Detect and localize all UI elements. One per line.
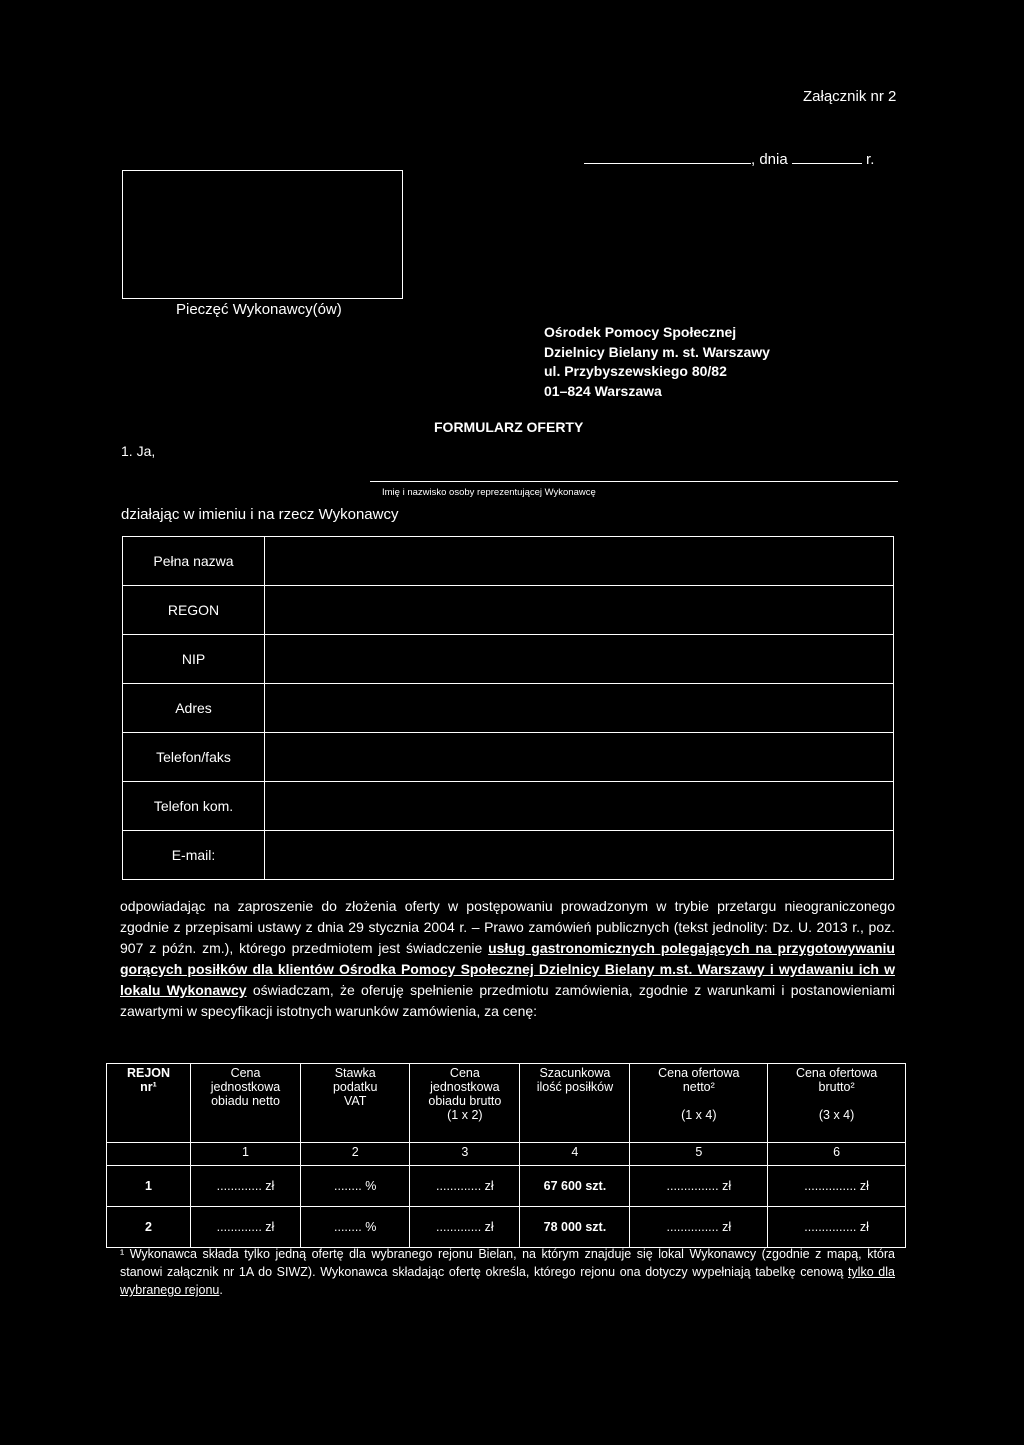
row-label-full-name: Pełna nazwa — [123, 537, 265, 586]
header-region: REJON nr¹ — [107, 1064, 191, 1143]
header-unit-net: Cena jednostkowa obiadu netto — [191, 1064, 301, 1143]
date-blank[interactable] — [792, 149, 862, 164]
contractor-table — [122, 536, 894, 880]
phone-fax-field[interactable] — [265, 733, 894, 782]
recipient-line: 01–824 Warszawa — [544, 382, 662, 399]
seal-label: Pieczęć Wykonawcy(ów) — [176, 301, 342, 318]
total-gross-field[interactable]: ............... zł — [768, 1166, 906, 1207]
paragraph-part2: oświadczam, że oferuję spełnienie przedmiotu zamówienia, zgodnie z warunkami i postanowieniami zawartymi w specyfikacji istotnych warunków zamówienia, za cenę: — [120, 982, 895, 1019]
column-number: 2 — [301, 1143, 410, 1166]
recipient-line: Ośrodek Pomocy Społecznej — [544, 324, 737, 340]
header-vat: Stawka podatku VAT — [301, 1064, 410, 1143]
column-number-blank — [107, 1143, 191, 1166]
header-total-gross: Cena ofertowa brutto² (3 x 4) — [768, 1064, 906, 1143]
recipient-address — [544, 323, 770, 401]
row-label-phone-fax: Telefon/faks — [123, 733, 265, 782]
quantity-cell: 78 000 szt. — [520, 1207, 630, 1248]
header-total-net: Cena ofertowa netto² (1 x 4) — [630, 1064, 768, 1143]
table-row — [123, 635, 894, 684]
seal-box — [122, 170, 403, 299]
price-header-row — [107, 1064, 906, 1143]
recipient-line: Dzielnicy Bielany m. st. Warszawy — [544, 343, 770, 360]
table-row — [107, 1207, 906, 1248]
column-number: 4 — [520, 1143, 630, 1166]
column-number-row — [107, 1143, 906, 1166]
place-blank[interactable] — [584, 149, 751, 164]
recipient-line: ul. Przybyszewskiego 80/82 — [544, 363, 727, 379]
table-row — [123, 586, 894, 635]
footnote-underlined: tylko dla wybranego rejonu — [120, 1265, 895, 1297]
footnote — [120, 1245, 895, 1299]
full-name-field[interactable] — [265, 537, 894, 586]
acting-label: działając w imieniu i na rzecz Wykonawcy — [121, 506, 399, 523]
table-row — [107, 1166, 906, 1207]
form-title: FORMULARZ OFERTY — [434, 419, 584, 435]
vat-field[interactable]: ........ % — [301, 1207, 410, 1248]
dnia-label: , dnia — [751, 151, 788, 168]
table-row — [123, 733, 894, 782]
unit-net-field[interactable]: ............. zł — [191, 1207, 301, 1248]
table-row — [123, 684, 894, 733]
address-field[interactable] — [265, 684, 894, 733]
row-label-email: E-mail: — [123, 831, 265, 880]
region-cell: 1 — [107, 1166, 191, 1207]
nip-field[interactable] — [265, 635, 894, 684]
name-line[interactable] — [370, 481, 898, 482]
column-number: 5 — [630, 1143, 768, 1166]
paragraph-part1: odpowiadając na zaproszenie do złożenia oferty w postępowaniu prowadzonym w trybie przetargu nieograniczonego zgodnie z przepisami ustawy z dnia 29 stycznia 2004 r. – Prawo zamówień publicznych (tekst jednolity: Dz. U. 2013 r., poz. 907 z późn. zm.), którego przedmiotem jest świadczenie — [120, 898, 895, 956]
total-gross-field[interactable]: ............... zł — [768, 1207, 906, 1248]
region-cell: 2 — [107, 1207, 191, 1248]
row-label-nip: NIP — [123, 635, 265, 684]
offer-paragraph — [120, 896, 895, 1022]
table-row — [123, 831, 894, 880]
year-suffix: r. — [866, 151, 875, 168]
header-quantity: Szacunkowa ilość posiłków — [520, 1064, 630, 1143]
table-row — [123, 782, 894, 831]
email-field[interactable] — [265, 831, 894, 880]
unit-gross-field[interactable]: ............. zł — [410, 1207, 520, 1248]
footnote-end: . — [219, 1283, 223, 1297]
row-label-regon: REGON — [123, 586, 265, 635]
total-net-field[interactable]: ............... zł — [630, 1207, 768, 1248]
name-caption: Imię i nazwisko osoby reprezentującej Wykonawcę — [382, 487, 596, 498]
row-label-mobile: Telefon kom. — [123, 782, 265, 831]
unit-net-field[interactable]: ............. zł — [191, 1166, 301, 1207]
column-number: 1 — [191, 1143, 301, 1166]
vat-field[interactable]: ........ % — [301, 1166, 410, 1207]
total-net-field[interactable]: ............... zł — [630, 1166, 768, 1207]
place-date-line — [584, 149, 874, 168]
footnote-text: ¹ Wykonawca składa tylko jedną ofertę dla wybranego rejonu Bielan, na którym znajduje się lokal Wykonawcy (zgodnie z mapą, która stanowi załącznik nr 1A do SIWZ). Wykonawca składając ofertę określa, którego rejonu ona dotyczy wypełniają tabelkę cenową — [120, 1247, 895, 1279]
mobile-field[interactable] — [265, 782, 894, 831]
row-label-address: Adres — [123, 684, 265, 733]
intro-ja: 1. Ja, — [121, 443, 156, 459]
attachment-label: Załącznik nr 2 — [803, 88, 897, 105]
paragraph-subject: usług gastronomicznych polegających na przygotowywaniu gorących posiłków dla klientów Ośrodka Pomocy Społecznej Dzielnicy Bielany m.st. Warszawy i wydawaniu ich w lokalu Wykonawcy — [120, 940, 895, 998]
price-table — [106, 1063, 906, 1248]
quantity-cell: 67 600 szt. — [520, 1166, 630, 1207]
regon-field[interactable] — [265, 586, 894, 635]
unit-gross-field[interactable]: ............. zł — [410, 1166, 520, 1207]
column-number: 3 — [410, 1143, 520, 1166]
table-row — [123, 537, 894, 586]
column-number: 6 — [768, 1143, 906, 1166]
header-unit-gross: Cena jednostkowa obiadu brutto (1 x 2) — [410, 1064, 520, 1143]
